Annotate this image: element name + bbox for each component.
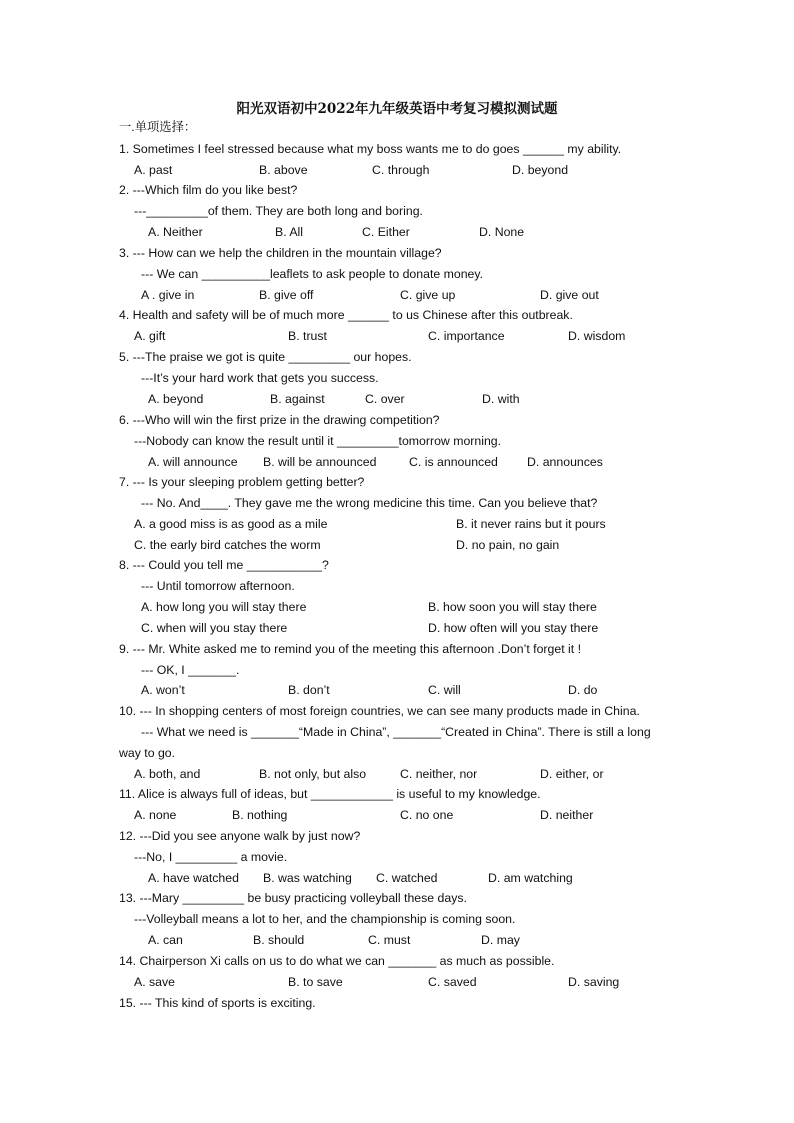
answer-option: C. Either: [362, 225, 410, 239]
question-line: ---Volleyball means a lot to her, and the championship is coming soon.: [134, 912, 516, 926]
answer-option: B. will be announced: [263, 455, 377, 469]
answer-option: A. past: [134, 163, 173, 177]
question-stem: 6. ---Who will win the first prize in the drawing competition?: [119, 413, 440, 427]
answer-option: B. not only, but also: [259, 767, 367, 781]
answer-option: D. None: [479, 225, 525, 239]
question-stem: 2. ---Which film do you like best?: [119, 183, 298, 197]
question-stem: 10. --- In shopping centers of most foreign countries, we can see many products made in China.: [119, 704, 640, 718]
answer-option: A. Neither: [148, 225, 203, 239]
answer-option: B. nothing: [232, 808, 288, 822]
answer-option: B. to save: [288, 975, 343, 989]
answer-option: A. gift: [134, 329, 166, 343]
answer-option: B. give off: [259, 288, 314, 302]
question-stem: 4. Health and safety will be of much more ______ to us Chinese after this outbreak.: [119, 308, 573, 322]
answer-option: A. none: [134, 808, 177, 822]
question-stem: 7. --- Is your sleeping problem getting better?: [119, 475, 365, 489]
answer-option: D. do: [568, 683, 598, 697]
answer-option: A . give in: [141, 288, 195, 302]
answer-option: C. give up: [400, 288, 456, 302]
answer-option: A. save: [134, 975, 176, 989]
answer-option: B. was watching: [263, 871, 352, 885]
answer-option: D. with: [482, 392, 520, 406]
question-stem: 11. Alice is always full of ideas, but ____________ is useful to my knowledge.: [119, 787, 541, 801]
question-stem: 13. ---Mary _________ be busy practicing volleyball these days.: [119, 891, 467, 905]
answer-option: C. over: [365, 392, 405, 406]
answer-option: D. may: [481, 933, 520, 947]
question-line: --- What we need is _______“Made in China”, _______“Created in China”. There is still a long: [141, 725, 651, 739]
question-line: --- Until tomorrow afternoon.: [141, 579, 295, 593]
question-line: way to go.: [119, 746, 176, 760]
answer-option: D. am watching: [488, 871, 573, 885]
answer-option: C. the early bird catches the worm: [134, 538, 321, 552]
answer-option: B. should: [253, 933, 305, 947]
answer-option: C. saved: [428, 975, 477, 989]
question-line: ---It’s your hard work that gets you success.: [141, 371, 379, 385]
answer-option: C. is announced: [409, 455, 498, 469]
question-line: ---Nobody can know the result until it _________tomorrow morning.: [134, 434, 502, 448]
question-line: ---_________of them. They are both long and boring.: [134, 204, 423, 218]
question-line: --- We can __________leaflets to ask people to donate money.: [141, 267, 484, 281]
answer-option: D. saving: [568, 975, 620, 989]
question-stem: 9. --- Mr. White asked me to remind you of the meeting this afternoon .Don’t forget it !: [119, 642, 582, 656]
answer-option: D. how often will you stay there: [428, 621, 599, 635]
question-stem: 15. --- This kind of sports is exciting.: [119, 996, 316, 1010]
answer-option: B. it never rains but it pours: [456, 517, 606, 531]
answer-option: C. no one: [400, 808, 454, 822]
answer-option: B. above: [259, 163, 308, 177]
answer-option: C. neither, nor: [400, 767, 478, 781]
question-stem: 12. ---Did you see anyone walk by just now?: [119, 829, 361, 843]
answer-option: B. against: [270, 392, 325, 406]
question-line: --- OK, I _______.: [141, 663, 240, 677]
page-title: 阳光双语初中2022年九年级英语中考复习模拟测试题: [236, 101, 558, 117]
answer-option: C. through: [372, 163, 430, 177]
answer-option: A. will announce: [148, 455, 238, 469]
answer-option: C. when will you stay there: [141, 621, 288, 635]
question-stem: 5. ---The praise we got is quite _________ our hopes.: [119, 350, 412, 364]
answer-option: D. either, or: [540, 767, 604, 781]
answer-option: A. how long you will stay there: [141, 600, 307, 614]
answer-option: D. announces: [527, 455, 603, 469]
question-stem: 3. --- How can we help the children in the mountain village?: [119, 246, 442, 260]
answer-option: B. All: [275, 225, 304, 239]
answer-option: B. trust: [288, 329, 327, 343]
answer-option: D. wisdom: [568, 329, 626, 343]
answer-option: A. both, and: [134, 767, 201, 781]
question-line: ---No, I _________ a movie.: [134, 850, 288, 864]
answer-option: C. will: [428, 683, 461, 697]
answer-option: B. don’t: [288, 683, 330, 697]
answer-option: A. beyond: [148, 392, 204, 406]
answer-option: B. how soon you will stay there: [428, 600, 597, 614]
answer-option: A. have watched: [148, 871, 239, 885]
answer-option: A. can: [148, 933, 183, 947]
section-heading: 一.单项选择：: [119, 120, 197, 134]
answer-option: A. won’t: [141, 683, 185, 697]
answer-option: A. a good miss is as good as a mile: [134, 517, 328, 531]
answer-option: C. must: [368, 933, 411, 947]
answer-option: C. watched: [376, 871, 438, 885]
question-stem: 14. Chairperson Xi calls on us to do what we can _______ as much as possible.: [119, 954, 555, 968]
answer-option: D. beyond: [512, 163, 569, 177]
answer-option: D. neither: [540, 808, 594, 822]
question-stem: 8. --- Could you tell me ___________?: [119, 558, 329, 572]
answer-option: D. no pain, no gain: [456, 538, 560, 552]
answer-option: C. importance: [428, 329, 505, 343]
question-stem: 1. Sometimes I feel stressed because what my boss wants me to do goes ______ my ability.: [119, 142, 622, 156]
answer-option: D. give out: [540, 288, 599, 302]
question-line: --- No. And____. They gave me the wrong medicine this time. Can you believe that?: [141, 496, 598, 510]
